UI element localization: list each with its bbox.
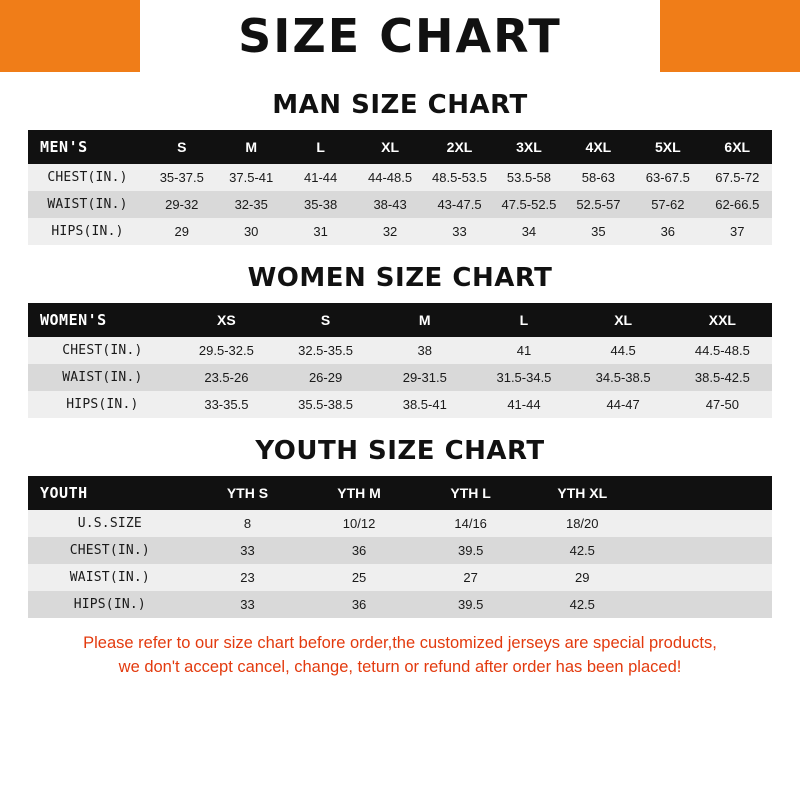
table-cell: 48.5-53.5 [425, 164, 494, 191]
table-cell: 41-44 [286, 164, 355, 191]
table-cell: 38.5-41 [375, 391, 474, 418]
table-cell: 57-62 [633, 191, 702, 218]
table-cell: 37 [703, 218, 772, 245]
table-cell: 34 [494, 218, 563, 245]
table-row [28, 364, 772, 391]
table-cell: 10/12 [303, 510, 415, 537]
table-cell: 62-66.5 [703, 191, 772, 218]
row-label: HIPS(IN.) [28, 218, 147, 245]
women-row-header-label: WOMEN'S [28, 303, 177, 337]
column-header: S [276, 303, 375, 337]
table-cell: 44-48.5 [355, 164, 424, 191]
table-cell: 47-50 [673, 391, 772, 418]
table-header-row [28, 476, 772, 510]
table-row [28, 564, 772, 591]
table-cell: 31.5-34.5 [474, 364, 573, 391]
men-size-table [28, 130, 772, 245]
table-cell: 36 [303, 591, 415, 618]
table-cell: 39.5 [415, 537, 527, 564]
women-section-title: WOMEN SIZE CHART [247, 263, 553, 293]
column-header: L [474, 303, 573, 337]
table-cell: 34.5-38.5 [574, 364, 673, 391]
content-area [0, 90, 800, 680]
men-section-title: MAN SIZE CHART [272, 90, 528, 120]
column-header: S [147, 130, 216, 164]
youth-size-table [28, 476, 772, 618]
column-header: YTH L [415, 476, 527, 510]
column-header: 6XL [703, 130, 772, 164]
youth-row-header-label: YOUTH [28, 476, 192, 510]
table-cell: 29-32 [147, 191, 216, 218]
row-label: CHEST(IN.) [28, 537, 192, 564]
footer-note-line-1: Please refer to our size chart before order,the customized jerseys are special products, [83, 634, 717, 652]
table-cell: 44.5-48.5 [673, 337, 772, 364]
women-size-table [28, 303, 772, 418]
table-header-row [28, 130, 772, 164]
table-cell-spacer [638, 591, 772, 618]
table-cell: 26-29 [276, 364, 375, 391]
table-cell: 42.5 [526, 591, 638, 618]
table-cell: 42.5 [526, 537, 638, 564]
table-cell: 32-35 [216, 191, 285, 218]
table-cell: 32.5-35.5 [276, 337, 375, 364]
table-cell: 52.5-57 [564, 191, 633, 218]
table-cell: 35-38 [286, 191, 355, 218]
table-row [28, 191, 772, 218]
table-cell: 33 [425, 218, 494, 245]
table-cell: 31 [286, 218, 355, 245]
table-cell: 32 [355, 218, 424, 245]
table-cell: 29 [526, 564, 638, 591]
youth-section-title: YOUTH SIZE CHART [255, 436, 545, 466]
column-header: YTH S [192, 476, 304, 510]
table-cell: 44-47 [574, 391, 673, 418]
table-cell: 35 [564, 218, 633, 245]
column-header: 5XL [633, 130, 702, 164]
table-cell: 14/16 [415, 510, 527, 537]
table-cell: 43-47.5 [425, 191, 494, 218]
table-cell: 38 [375, 337, 474, 364]
column-header: 4XL [564, 130, 633, 164]
table-cell: 63-67.5 [633, 164, 702, 191]
table-cell: 38.5-42.5 [673, 364, 772, 391]
column-header: YTH XL [526, 476, 638, 510]
column-header: XL [574, 303, 673, 337]
table-cell: 29.5-32.5 [177, 337, 276, 364]
table-cell: 58-63 [564, 164, 633, 191]
row-label: HIPS(IN.) [28, 391, 177, 418]
column-header: 2XL [425, 130, 494, 164]
table-cell: 25 [303, 564, 415, 591]
footer-note [28, 632, 772, 680]
table-cell: 33 [192, 591, 304, 618]
table-cell: 36 [633, 218, 702, 245]
table-cell: 47.5-52.5 [494, 191, 563, 218]
row-label: HIPS(IN.) [28, 591, 192, 618]
table-row [28, 218, 772, 245]
table-cell: 33 [192, 537, 304, 564]
footer-note-line-2: we don't accept cancel, change, teturn or refund after order has been placed! [118, 657, 682, 676]
table-cell: 29 [147, 218, 216, 245]
column-header: XXL [673, 303, 772, 337]
table-header-row [28, 303, 772, 337]
table-cell: 38-43 [355, 191, 424, 218]
table-cell-spacer [638, 564, 772, 591]
table-cell-spacer [638, 510, 772, 537]
table-row [28, 337, 772, 364]
table-row [28, 164, 772, 191]
column-header: XL [355, 130, 424, 164]
row-label: WAIST(IN.) [28, 564, 192, 591]
table-cell: 29-31.5 [375, 364, 474, 391]
column-header-spacer [638, 476, 772, 510]
table-cell: 41 [474, 337, 573, 364]
table-cell: 23.5-26 [177, 364, 276, 391]
table-cell: 30 [216, 218, 285, 245]
column-header: 3XL [494, 130, 563, 164]
table-cell: 53.5-58 [494, 164, 563, 191]
table-cell: 67.5-72 [703, 164, 772, 191]
table-cell: 27 [415, 564, 527, 591]
table-cell: 37.5-41 [216, 164, 285, 191]
table-cell: 23 [192, 564, 304, 591]
table-cell: 44.5 [574, 337, 673, 364]
row-label: WAIST(IN.) [28, 364, 177, 391]
table-cell: 18/20 [526, 510, 638, 537]
table-row [28, 391, 772, 418]
row-label: WAIST(IN.) [28, 191, 147, 218]
header-banner [0, 0, 800, 72]
table-cell-spacer [638, 537, 772, 564]
table-row [28, 510, 772, 537]
table-cell: 41-44 [474, 391, 573, 418]
table-row [28, 591, 772, 618]
column-header: YTH M [303, 476, 415, 510]
table-cell: 39.5 [415, 591, 527, 618]
table-cell: 35-37.5 [147, 164, 216, 191]
column-header: XS [177, 303, 276, 337]
table-cell: 36 [303, 537, 415, 564]
row-label: CHEST(IN.) [28, 164, 147, 191]
column-header: L [286, 130, 355, 164]
row-label: CHEST(IN.) [28, 337, 177, 364]
page-title: SIZE CHART [238, 9, 562, 63]
row-label: U.S.SIZE [28, 510, 192, 537]
table-cell: 8 [192, 510, 304, 537]
table-cell: 33-35.5 [177, 391, 276, 418]
column-header: M [216, 130, 285, 164]
table-row [28, 537, 772, 564]
table-cell: 35.5-38.5 [276, 391, 375, 418]
column-header: M [375, 303, 474, 337]
men-row-header-label: MEN'S [28, 130, 147, 164]
